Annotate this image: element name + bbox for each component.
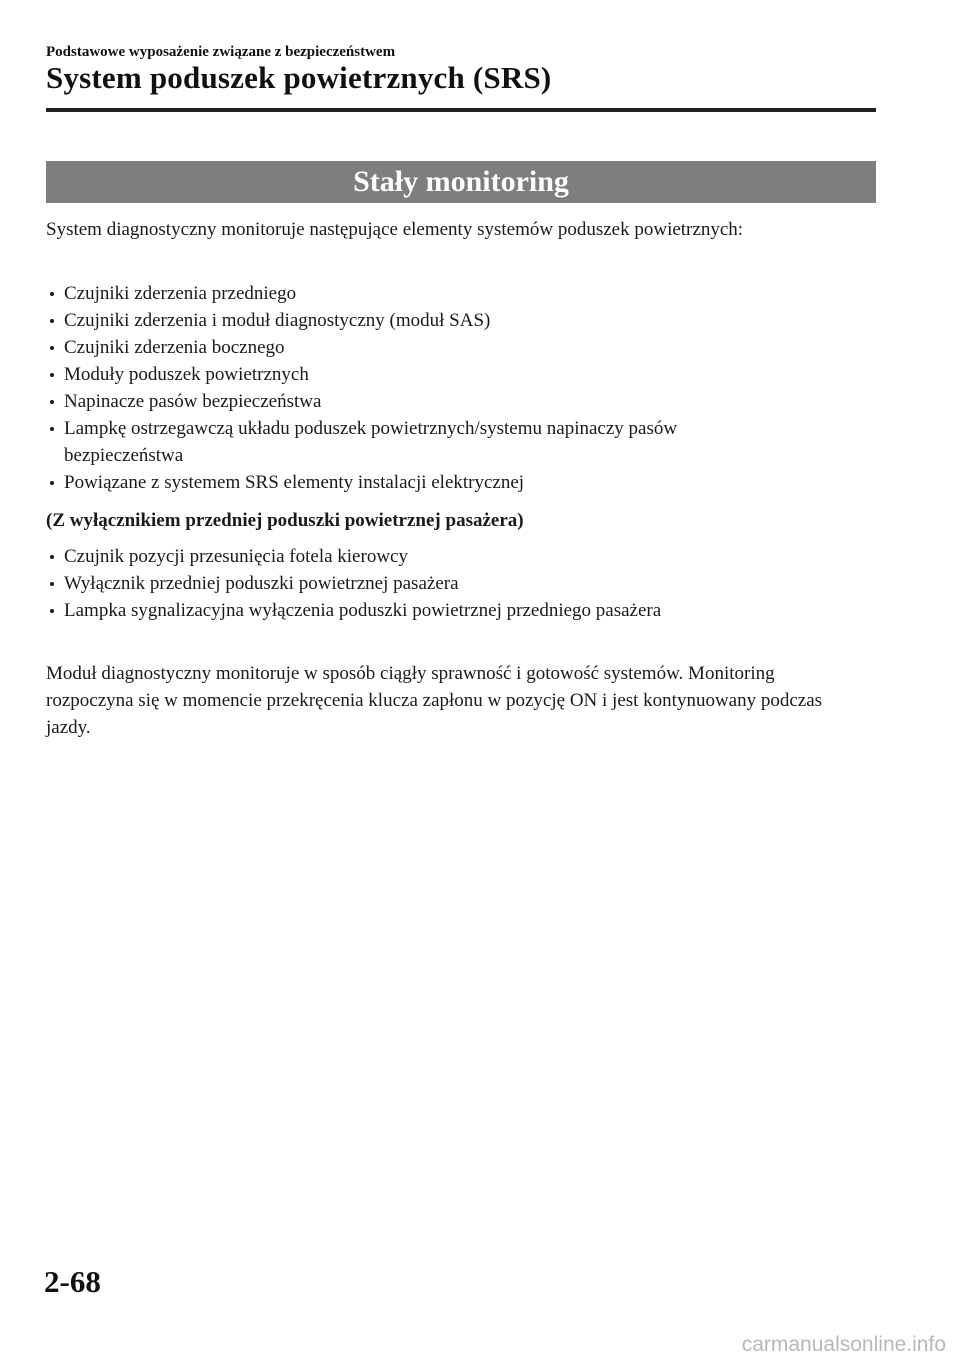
bullet-icon	[50, 373, 54, 377]
list-item	[46, 597, 876, 624]
section-title-bar	[46, 161, 876, 203]
page-title: System poduszek powietrznych (SRS)	[46, 60, 552, 95]
bullet-icon	[50, 400, 54, 404]
list-item-text: Lampka sygnalizacyjna wyłączenia poduszki powietrznej przedniego pasażera	[64, 600, 662, 621]
list-item	[46, 469, 876, 496]
intro-paragraph: System diagnostyczny monitoruje następujące elementy systemów poduszek powietrznych:	[46, 219, 744, 240]
bullet-icon	[50, 582, 54, 586]
bullet-icon	[50, 481, 54, 485]
page-number: 2-68	[44, 1264, 101, 1299]
header-divider	[46, 108, 876, 112]
list-item-text: Czujnik pozycji przesunięcia fotela kierowcy	[64, 546, 408, 567]
bullet-icon	[50, 292, 54, 296]
list-item-text: Czujniki zderzenia bocznego	[64, 337, 285, 358]
watermark: carmanualsonline.info	[741, 1333, 946, 1356]
list-item	[46, 570, 876, 597]
list-item	[46, 543, 876, 570]
bullet-icon	[50, 346, 54, 350]
bullet-icon	[50, 609, 54, 613]
list-item-text: Moduły poduszek powietrznych	[64, 364, 309, 385]
list-item-text: Powiązane z systemem SRS elementy instalacji elektrycznej	[64, 472, 525, 493]
list-item	[46, 361, 876, 388]
list-item-text: Czujniki zderzenia i moduł diagnostyczny (moduł SAS)	[64, 310, 491, 331]
monitored-components-list	[46, 280, 876, 496]
list-item	[46, 388, 876, 415]
monitoring-paragraph: Moduł diagnostyczny monitoruje w sposób ciągły sprawność i gotowość systemów. Monitoring rozpoczyna się w momencie przekręcenia klucza zapłonu w pozycję ON i jest kontynuowany podczas jazdy.	[46, 663, 823, 738]
bullet-icon	[50, 319, 54, 323]
bullet-icon	[50, 427, 54, 431]
passenger-switch-components-list	[46, 543, 876, 624]
list-item	[46, 280, 876, 307]
subheading: (Z wyłącznikiem przedniej poduszki powietrznej pasażera)	[46, 510, 524, 531]
list-item	[46, 334, 876, 361]
list-item-text: Napinacze pasów bezpieczeństwa	[64, 391, 322, 412]
chapter-heading: Podstawowe wyposażenie związane z bezpieczeństwem	[46, 44, 396, 60]
section-title: Stały monitoring	[353, 165, 569, 198]
list-item-text: Czujniki zderzenia przedniego	[64, 283, 297, 304]
list-item-text: Lampkę ostrzegawczą układu poduszek powietrznych/systemu napinaczy pasów bezpieczeństwa	[64, 418, 678, 466]
list-item	[46, 415, 876, 469]
list-item-text: Wyłącznik przedniej poduszki powietrznej pasażera	[64, 573, 459, 594]
list-item	[46, 307, 876, 334]
bullet-icon	[50, 555, 54, 559]
